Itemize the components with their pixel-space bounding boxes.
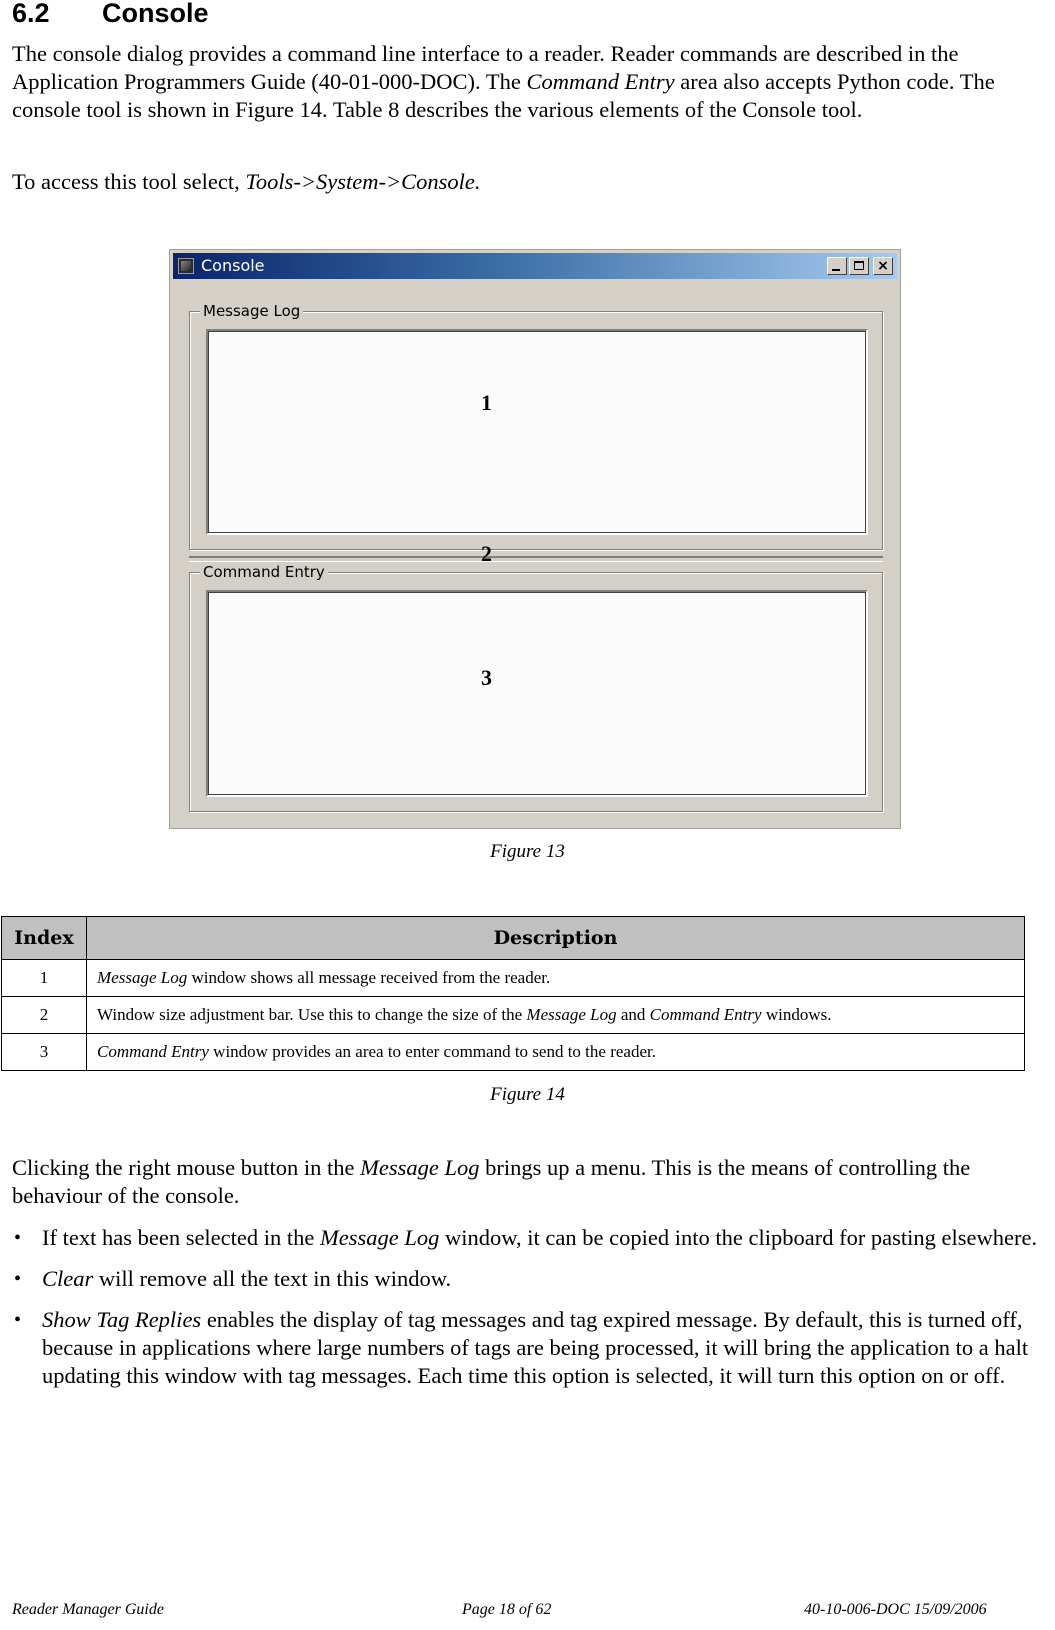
maximize-button[interactable] — [849, 257, 869, 275]
figure-13-caption: Figure 13 — [490, 841, 565, 862]
window-title: Console — [201, 256, 265, 275]
row-text: Window size adjustment bar. Use this to change the size of the — [97, 1005, 527, 1024]
intro-text-2: area also accepts Python code. The console tool is shown in Figure 14. Table 8 describes the various elements of the Console tool. — [12, 69, 995, 122]
bullet-icon: • — [14, 1268, 22, 1290]
bullet-term: Message Log — [320, 1225, 440, 1250]
menu-term-message-log: Message Log — [360, 1155, 480, 1180]
command-entry-textarea[interactable] — [206, 590, 868, 797]
message-log-label: Message Log — [200, 301, 303, 321]
row-description — [87, 1034, 1025, 1071]
row-term: Message Log — [97, 968, 188, 987]
intro-paragraph — [12, 40, 1052, 124]
intro-text-1: The console dialog provides a command line interface to a reader. Reader commands are described in the Application Programmers Guide (40-01-000-DOC). The — [12, 41, 959, 94]
figure-14-caption: Figure 14 — [490, 1084, 565, 1105]
description-header: Description — [87, 917, 1025, 960]
bullet-icon: • — [14, 1227, 22, 1249]
bullet-term: Show Tag Replies — [42, 1307, 202, 1332]
list-item — [12, 1265, 1052, 1293]
row-description — [87, 960, 1025, 997]
command-entry-label: Command Entry — [200, 562, 328, 582]
row-index: 2 — [2, 997, 87, 1034]
row-description — [87, 997, 1025, 1034]
access-menu-path: Tools->System->Console. — [245, 169, 481, 194]
table-row — [2, 997, 1025, 1034]
menu-paragraph — [12, 1154, 1052, 1210]
access-paragraph — [12, 168, 1052, 196]
row-term: Message Log — [526, 1005, 617, 1024]
bullet-text: will remove all the text in this window. — [93, 1266, 452, 1291]
menu-text-2: brings up a menu. This is the means of controlling the behaviour of the console. — [12, 1155, 971, 1208]
section-heading — [12, 0, 209, 30]
bullet-text: enables the display of tag messages and tag expired message. By default, this is turned off, because in applications where large numbers of tags are being processed, it will bring the application to a halt updating this window with tag messages. Each time this option is selected, it will turn this option on or off. — [42, 1307, 1029, 1388]
message-log-textarea[interactable] — [206, 329, 868, 535]
bullet-text: If text has been selected in the — [42, 1225, 321, 1250]
minimize-button[interactable] — [827, 257, 847, 275]
bullet-term: Clear — [42, 1266, 94, 1291]
row-index: 1 — [2, 960, 87, 997]
maximize-icon — [854, 261, 864, 270]
window-titlebar[interactable] — [173, 253, 897, 279]
section-number: 6.2 — [12, 0, 50, 28]
row-term: Command Entry — [97, 1042, 209, 1061]
console-elements-table — [1, 916, 1025, 1071]
console-window-figure — [169, 249, 901, 829]
close-button[interactable] — [873, 257, 893, 275]
bullet-text: window, it can be copied into the clipboard for pasting elsewhere. — [439, 1225, 1038, 1250]
list-item — [12, 1224, 1052, 1252]
footer-document-title: Reader Manager Guide — [12, 1601, 164, 1618]
footer-page-number: Page 18 of 62 — [462, 1601, 552, 1618]
row-text: windows. — [761, 1005, 832, 1024]
list-item — [12, 1306, 1052, 1390]
message-log-group — [189, 302, 883, 550]
row-index: 3 — [2, 1034, 87, 1071]
table-row — [2, 960, 1025, 997]
access-prefix: To access this tool select, — [12, 169, 246, 194]
command-entry-group — [189, 563, 883, 812]
close-icon: × — [877, 258, 889, 274]
section-title: Console — [102, 0, 209, 28]
callout-1: 1 — [481, 390, 492, 415]
row-text: and — [616, 1005, 650, 1024]
menu-text-1: Clicking the right mouse button in the — [12, 1155, 361, 1180]
row-text: window provides an area to enter command to send to the reader. — [208, 1042, 656, 1061]
table-row — [2, 1034, 1025, 1071]
minimize-icon — [832, 269, 840, 271]
console-app-icon — [178, 258, 194, 274]
callout-2: 2 — [481, 541, 492, 566]
row-text: window shows all message received from the reader. — [187, 968, 551, 987]
callout-3: 3 — [481, 665, 492, 690]
intro-term-command-entry: Command Entry — [526, 69, 675, 94]
footer-doc-id: 40-10-006-DOC 15/09/2006 — [804, 1601, 987, 1618]
menu-options-list — [12, 1224, 1052, 1403]
table-header-row — [2, 917, 1025, 960]
row-term: Command Entry — [649, 1005, 762, 1024]
bullet-icon: • — [14, 1309, 22, 1331]
index-header: Index — [2, 917, 87, 960]
